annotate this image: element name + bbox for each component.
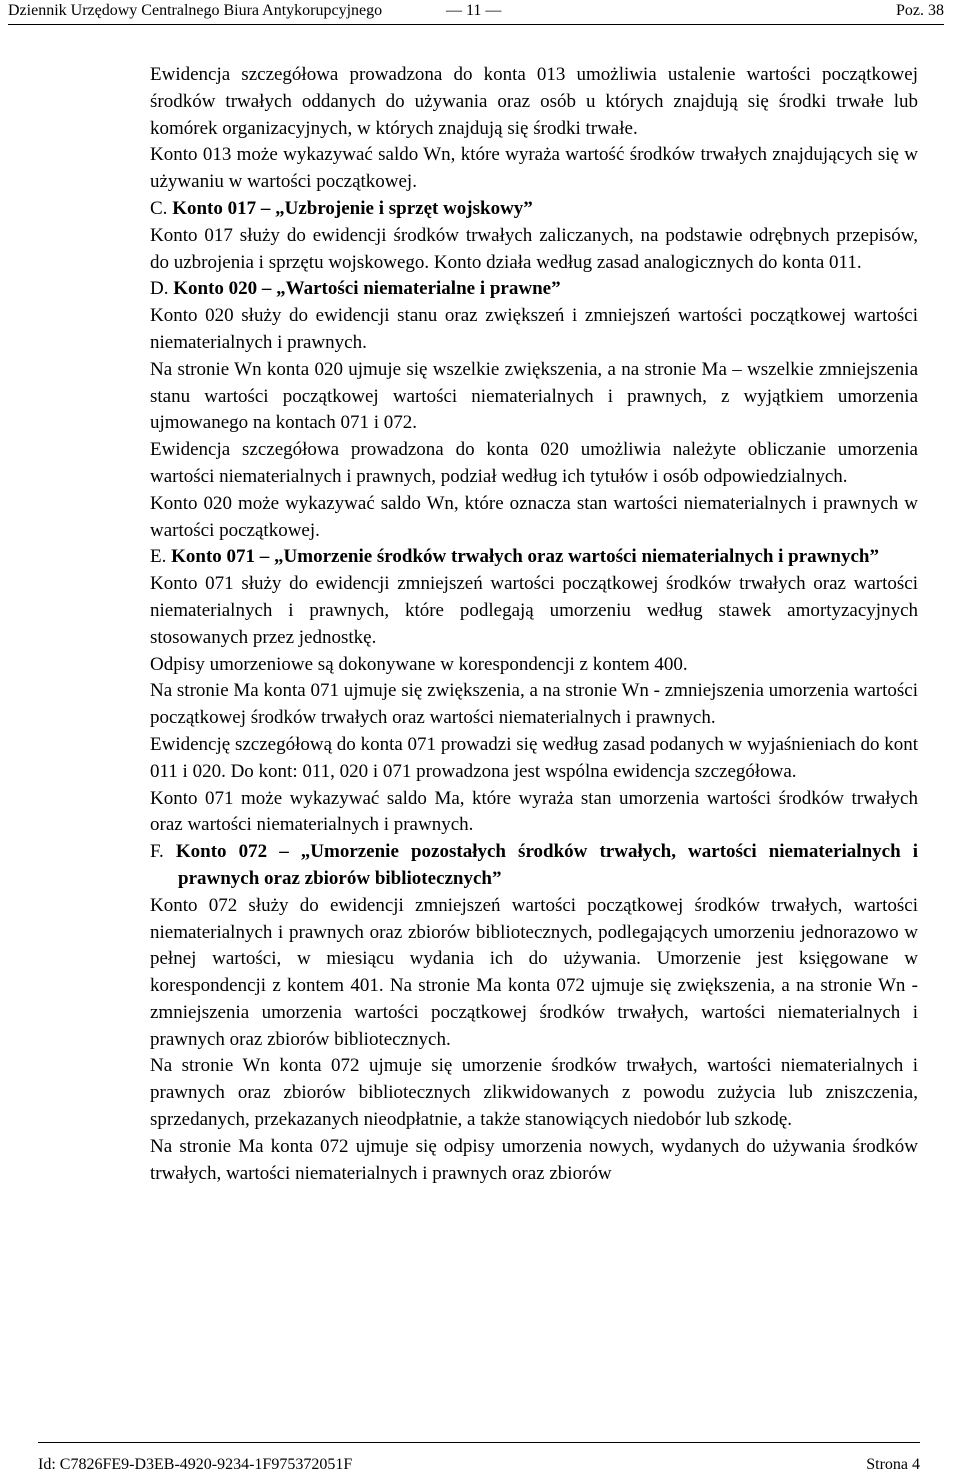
paragraph: Na stronie Ma konta 072 ujmuje się odpisy umorzenia nowych, wydanych do używania środków trwałych, wartości niematerialnych i prawnych oraz zbiorów bbox=[150, 1135, 918, 1184]
paragraph: Odpisy umorzeniowe są dokonywane w korespondencji z kontem 400. bbox=[150, 653, 688, 675]
section-title: Konto 020 – „Wartości niematerialne i prawne” bbox=[173, 278, 561, 300]
section-letter: C. bbox=[150, 197, 168, 219]
section-letter: E. bbox=[150, 546, 167, 568]
section-heading-f bbox=[150, 839, 918, 893]
paragraph: Ewidencję szczegółową do konta 071 prowadzi się według zasad podanych w wyjaśnieniach do kont 011 i 020. Do kont: 011, 020 i 071 prowadzona jest wspólna ewidencja szczegółowa. bbox=[150, 733, 918, 782]
paragraph: Ewidencja szczegółowa prowadzona do konta 020 umożliwia należyte obliczanie umorzenia wartości niematerialnych i prawnych, podział według ich tytułów i osób odpowiedzialnych. bbox=[150, 439, 918, 487]
paragraph: Konto 020 służy do ewidencji stanu oraz zwiększeń i zmniejszeń wartości początkowej wartości niematerialnych i prawnych. bbox=[150, 305, 918, 353]
section-letter: F. bbox=[150, 841, 164, 863]
paragraph: Na stronie Ma konta 071 ujmuje się zwiększenia, a na stronie Wn - zmniejszenia umorzenia wartości początkowej środków trwałych oraz wartości niematerialnych i prawnych. bbox=[150, 680, 918, 729]
paragraph: Na stronie Wn konta 072 ujmuje się umorzenie środków trwałych, wartości niematerialnych i prawnych oraz zbiorów bibliotecznych zlikwidowanych z powodu zużycia lub zniszczenia, sprzedanych, przekazanych nieodpłatnie, a także stanowiących niedobór lub szkodę. bbox=[150, 1055, 918, 1131]
section-letter: D. bbox=[150, 278, 169, 300]
paragraph: Konto 017 służy do ewidencji środków trwałych zaliczanych, na podstawie odrębnych przepisów, do uzbrojenia i sprzętu wojskowego. Konto działa według zasad analogicznych do konta 011. bbox=[150, 224, 918, 273]
section-title: Konto 072 – „Umorzenie pozostałych środków trwałych, wartości niematerialnych i prawnych oraz zbiorów bibliotecznych” bbox=[175, 841, 918, 889]
header-rule bbox=[8, 24, 944, 25]
paragraph: Konto 020 może wykazywać saldo Wn, które oznacza stan wartości niematerialnych i prawnych w wartości początkowej. bbox=[150, 492, 918, 541]
paragraph: Konto 072 służy do ewidencji zmniejszeń wartości początkowej środków trwałych, wartości niematerialnych i prawnych oraz zbiorów bibliotecznych, podlegających umorzeniu jednorazowo w pełnej wartości, w miesiącu wydania ich do używania. Umorzenie jest księgowane w korespondencji z kontem 401. Na stronie Ma konta 072 ujmuje się zwiększenia, a na stronie Wn - zmniejszenia umorzenia wartości początkowej środków trwałych, wartości niematerialnych i prawnych oraz zbiorów bibliotecznych. bbox=[150, 894, 918, 1050]
journal-page-number: — 11 — bbox=[446, 2, 502, 19]
paragraph: Na stronie Wn konta 020 ujmuje się wszelkie zwiększenia, a na stronie Ma – wszelkie zmniejszenia stanu wartości początkowej wartości niematerialnych i prawnych, z wyjątkiem umorzenia ujmowanego na kontach 071 i 072. bbox=[150, 358, 918, 434]
position-number: Poz. 38 bbox=[896, 2, 944, 19]
paragraph: Konto 013 może wykazywać saldo Wn, które wyraża wartość środków trwałych znajdujących się w używaniu w wartości początkowej. bbox=[150, 144, 918, 193]
journal-title: Dziennik Urzędowy Centralnego Biura Antykorupcyjnego bbox=[8, 2, 383, 19]
document-id: Id: C7826FE9-D3EB-4920-9234-1F975372051F bbox=[38, 1456, 353, 1473]
footer-rule bbox=[38, 1442, 920, 1443]
page-header bbox=[8, 0, 944, 26]
paragraph: Ewidencja szczegółowa prowadzona do konta 013 umożliwia ustalenie wartości początkowej środków trwałych oddanych do używania oraz osób u których znajdują się środki trwałe lub komórek organizacyjnych, w których znajdują się środki trwałe. bbox=[150, 64, 918, 139]
document-body bbox=[150, 62, 918, 1187]
paragraph: Konto 071 może wykazywać saldo Ma, które wyraża stan umorzenia wartości środków trwałych oraz wartości niematerialnych i prawnych. bbox=[150, 787, 918, 836]
section-heading-d bbox=[150, 276, 918, 303]
section-heading-e bbox=[150, 544, 918, 571]
section-title: Konto 017 – „Uzbrojenie i sprzęt wojskowy” bbox=[172, 197, 533, 219]
section-heading-c bbox=[150, 196, 918, 223]
footer-page-number: Strona 4 bbox=[866, 1456, 920, 1473]
paragraph: Konto 071 służy do ewidencji zmniejszeń wartości początkowej środków trwałych oraz wartości niematerialnych i prawnych, które podlegają umorzeniu według stawek amortyzacyjnych stosowanych przez jednostkę. bbox=[150, 573, 918, 648]
section-title: Konto 071 – „Umorzenie środków trwałych oraz wartości niematerialnych i prawnych” bbox=[171, 546, 879, 568]
